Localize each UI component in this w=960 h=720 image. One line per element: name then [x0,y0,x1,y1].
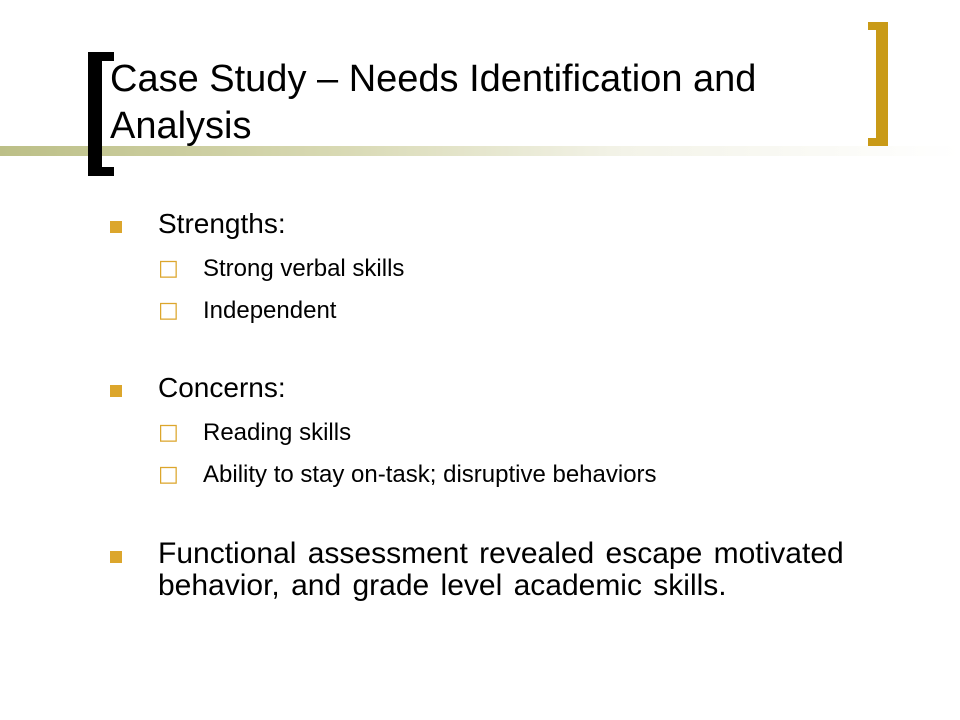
section-heading-label: Strengths: [158,208,286,239]
right-bracket-bottom [868,138,888,146]
list-item [108,296,878,326]
square-bullet-icon [110,221,122,233]
list-item-label: Ability to stay on-task; disruptive behaviors [203,461,657,488]
hollow-square-bullet-icon: □ [158,256,179,281]
right-bracket [876,22,888,146]
list-item-label: Strong verbal skills [203,255,405,282]
list-item-label: Reading skills [203,419,352,446]
conclusion-text: Functional assessment revealed escape motivated behavior, and grade level academic skills. [158,537,844,602]
section-heading-concerns [108,372,878,404]
list-item [108,460,878,490]
slide-content [108,208,878,602]
list-item-label: Independent [203,297,337,324]
slide-title: Case Study – Needs Identification and Analysis [110,58,757,147]
left-bracket [88,52,102,176]
conclusion-paragraph [108,538,878,602]
hollow-square-bullet-icon: □ [158,298,179,323]
list-item [108,254,878,284]
section-heading-strengths [108,208,878,240]
list-item [108,418,878,448]
hollow-square-bullet-icon: □ [158,420,179,445]
square-bullet-icon [110,385,122,397]
square-bullet-icon [110,551,122,563]
hollow-square-bullet-icon: □ [158,462,179,487]
right-bracket-top [868,22,888,30]
left-bracket-bottom [88,167,114,176]
section-heading-label: Concerns: [158,372,286,403]
